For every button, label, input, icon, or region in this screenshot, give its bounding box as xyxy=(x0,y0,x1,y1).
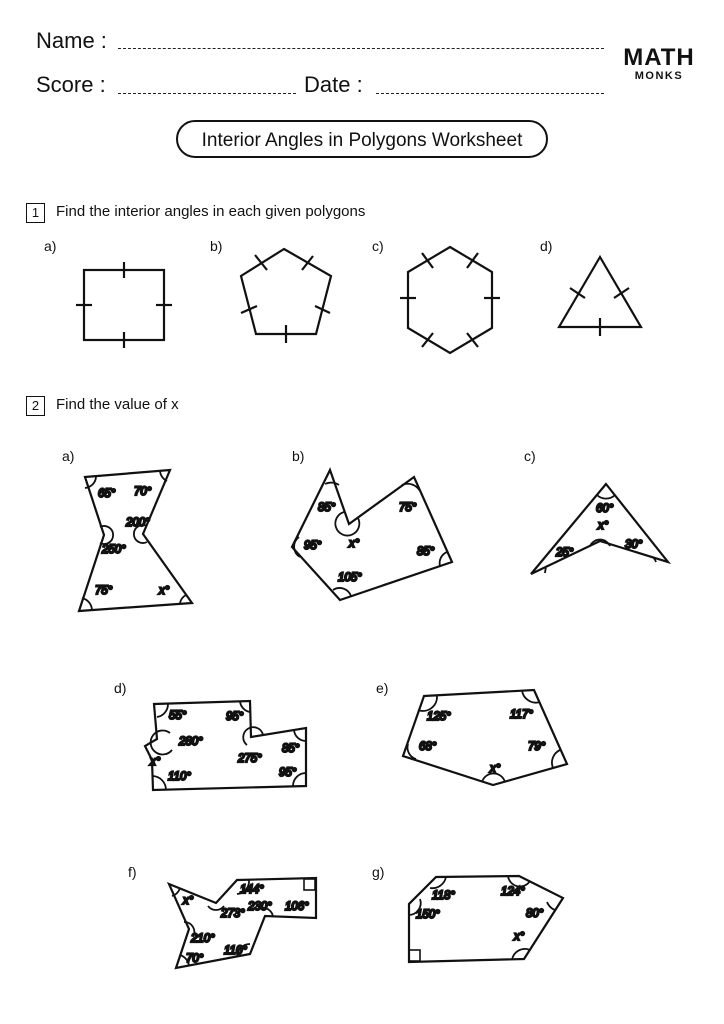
q2b-angle-75: 75° xyxy=(399,502,417,514)
q2f-angle-273: 273° xyxy=(221,908,245,920)
q2f-angle-230: 230° xyxy=(248,901,272,913)
q2a-angle-x: x° xyxy=(159,585,170,597)
date-label: Date : xyxy=(304,72,363,97)
q2f-angle-106: 106° xyxy=(285,901,309,913)
q2-label-g: g) xyxy=(372,864,385,880)
name-label: Name : xyxy=(36,28,107,53)
q2b-angle-105: 105° xyxy=(338,572,362,584)
q1-pentagon-shape xyxy=(241,249,331,343)
q1-hexagon-shape xyxy=(400,247,500,353)
q2g-angle-150: 150° xyxy=(416,909,440,921)
q2e-polygon xyxy=(403,690,567,785)
q2d-angle-95-bottom: 95° xyxy=(279,767,297,779)
q2d-angle-85: 85° xyxy=(282,743,300,755)
q2d-angle-110: 110° xyxy=(168,771,191,783)
q2e-angle-125: 125° xyxy=(427,711,451,723)
q2-label-f: f) xyxy=(128,864,137,880)
q2b-angle-x: x° xyxy=(349,538,360,550)
logo-bottom-text: MONKS xyxy=(634,70,684,82)
q2-label-d: d) xyxy=(114,680,127,696)
score-label: Score : xyxy=(36,72,106,97)
q2a-angle-75: 75° xyxy=(95,585,113,597)
q2c-angle-x: x° xyxy=(598,520,609,532)
q1-label-a: a) xyxy=(44,238,57,254)
q2a-angle-200: 200° xyxy=(126,517,150,529)
question-1-text: Find the interior angles in each given polygons xyxy=(56,203,366,220)
q2b-angle-85-top: 85° xyxy=(318,502,336,514)
q2e-angle-79: 79° xyxy=(528,741,546,753)
q2d-angle-x: x° xyxy=(150,756,161,768)
q2g-angle-x: x° xyxy=(514,931,525,943)
question-2-number: 2 xyxy=(26,396,45,416)
q2e-angle-x: x° xyxy=(490,763,501,775)
q2g-angle-124: 124° xyxy=(501,886,525,898)
q2d-angle-280: 280° xyxy=(179,736,203,748)
q2-label-e: e) xyxy=(376,680,389,696)
q2f-angle-210: 210° xyxy=(191,933,215,945)
q2-label-b: b) xyxy=(292,448,305,464)
q2b-angle-95: 95° xyxy=(304,540,322,552)
question-2-text: Find the value of x xyxy=(56,396,179,413)
q1-label-d: d) xyxy=(540,238,553,254)
q2c-angle-25: 25° xyxy=(556,547,574,559)
q2f-angle-110: 110° xyxy=(224,945,247,957)
q1-square-shape xyxy=(76,262,172,348)
worksheet-title: Interior Angles in Polygons Worksheet xyxy=(176,120,548,158)
q2a-angle-250: 250° xyxy=(102,544,126,556)
q2f-angle-x: x° xyxy=(183,895,194,907)
q2a-angle-65: 65° xyxy=(98,488,116,500)
q2b-polygon xyxy=(292,470,452,600)
q2a-angle-70: 70° xyxy=(134,486,152,498)
q2f-angle-70: 70° xyxy=(186,953,204,965)
q1-triangle-shape xyxy=(559,257,641,336)
q2d-angle-55: 55° xyxy=(169,710,187,722)
question-1-number: 1 xyxy=(26,203,45,223)
q2-label-a: a) xyxy=(62,448,75,464)
q2-label-c: c) xyxy=(524,448,536,464)
q1-label-b: b) xyxy=(210,238,223,254)
q2e-angle-117: 117° xyxy=(510,709,533,721)
logo-top-text: MATH xyxy=(623,44,695,71)
q2g-angle-80: 80° xyxy=(526,908,544,920)
q2e-angle-68: 68° xyxy=(419,741,437,753)
q2c-angle-30: 30° xyxy=(625,539,643,551)
q2b-angle-85-right: 85° xyxy=(417,546,435,558)
q2d-angle-95-top: 95° xyxy=(226,711,244,723)
q1-label-c: c) xyxy=(372,238,384,254)
q2f-angle-144: 144° xyxy=(240,884,264,896)
q2c-angle-60: 60° xyxy=(596,503,614,515)
q2d-angle-275: 275° xyxy=(238,753,262,765)
q2g-angle-118: 118° xyxy=(432,890,455,902)
